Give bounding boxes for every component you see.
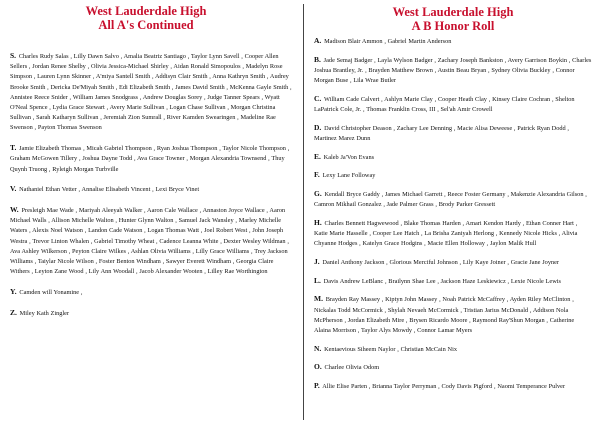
name-group-right bbox=[314, 55, 592, 87]
group-letter: Y. bbox=[10, 286, 17, 296]
group-names: Miley Kath Zingler bbox=[19, 309, 70, 317]
name-group-right bbox=[314, 170, 592, 181]
group-names: Camden will Yonamine , bbox=[19, 288, 83, 296]
group-names: Kendall Bryce Gaddy , James Michael Garrett , Reece Foster Germany , Makenzie Alexandria Gilson , Camron Mikhail Gonzalez , Jade Palmer Grass , Brody Parker Gressett bbox=[314, 191, 587, 209]
left-school-title: West Lauderdale High bbox=[85, 4, 207, 18]
name-group-right bbox=[314, 362, 592, 373]
group-letter: E. bbox=[314, 151, 321, 161]
name-group-right bbox=[314, 344, 592, 355]
left-header bbox=[10, 4, 292, 32]
group-names: Daniel Anthony Jackson , Glorious Merciful Johnson , Lily Kaye Joiner , Gracie Jane Joyner bbox=[322, 259, 560, 267]
group-names: Kaleb Ja'Von Evans bbox=[323, 153, 375, 161]
right-sections bbox=[314, 36, 592, 392]
group-letter: O. bbox=[314, 362, 322, 372]
name-group-right bbox=[314, 189, 592, 210]
group-letter: L. bbox=[314, 275, 321, 285]
group-letter: W. bbox=[10, 204, 19, 214]
group-letter: G. bbox=[314, 189, 322, 199]
group-names: Charles Bennett Hagwewood , Blake Thomas Harden , Amari Kendon Hardy , Ethan Conner Hart , Katie Marie Hasselle , Cooper Lee Hatch , La Brisha Zaniyah Herlong , Kennedy Nicole Hicks , Alivia Chyanne Hodges , Katelyn Grace Hodgins , Macie Ellen Holloway , Jaylon Malik Hull bbox=[314, 219, 578, 248]
group-letter: H. bbox=[314, 217, 322, 227]
name-group-left bbox=[10, 184, 292, 195]
group-names: Kentaevious Siheem Naylor , Christian McCain Nix bbox=[324, 345, 457, 353]
name-group-right bbox=[314, 218, 592, 250]
name-group-right bbox=[314, 36, 592, 47]
name-group-left bbox=[10, 287, 292, 298]
group-names: Presleigh Mae Wade , Mariyah Aleeyah Walker , Aaron Cale Wallace , Annaston Joyce Wallace , Aaron Michael Walls , Allison Michelle Walton , Hunter Glynn Walton , Samuel Jack Wansley , Marley Michelle Waters , Alexis Noel Watson , Landon Cade Watson , Logan Thomas Watt , Joel Robert West , John Joseph Westra , Trevor Linton Whalen , Gabriel Timothy Wheat , Cadence Leanna White , Dexter Wesley Wildman , Ava Ashley Wilkerson , Peyton Claire Wilkes , Ashlan Olivia Williams , Lilly Grace Williams , Trey Jackson Williams , Taiylar Nicole Wilson , Foster Benton Windham , Sawyer Everett Windham , Georgia Claire Withers , Leyton Zane Wood , Lily Ann Woodall , Jacob Alexander Wooten , Lilley Rae Worthington bbox=[10, 206, 289, 276]
group-names: David Christopher Deason , Zachary Lee Denning , Macie Alisa Deweese , Patrick Ryan Dodd , Martinez Marez Dunn bbox=[314, 124, 570, 142]
group-letter: S. bbox=[10, 51, 17, 60]
group-letter: B. bbox=[314, 54, 321, 64]
name-group-right bbox=[314, 257, 592, 268]
group-letter: J. bbox=[314, 257, 320, 267]
group-names: Charlee Olivia Odom bbox=[324, 364, 380, 372]
group-letter: C. bbox=[314, 93, 322, 103]
group-letter: D. bbox=[314, 122, 322, 132]
right-list-title: A B Honor Roll bbox=[411, 19, 495, 33]
name-group-right bbox=[314, 294, 592, 336]
group-names: Madison Blair Ammon , Gabriel Martin Anderson bbox=[324, 38, 452, 45]
group-letter: Z. bbox=[10, 307, 17, 317]
group-names: William Cade Calvert , Ashlyn Marie Clay , Cooper Heath Clay , Kinsey Claire Cochran , Shelton LaPatrick Cole, Jr. , Thomas Franklin Cross, III , Sel'ah Amir Crowell bbox=[314, 95, 575, 114]
group-names: Davis Andrew LeBlanc , Brailynn Shae Lee , Jackson Haze Leskiewicz , Lexie Nicole Lewis bbox=[323, 277, 561, 285]
group-letter: V. bbox=[10, 184, 17, 194]
name-group-left bbox=[10, 51, 292, 134]
group-letter: A. bbox=[314, 36, 322, 45]
group-names: Allie Elise Parten , Brianna Taylor Perryman , Cody Davis Pigford , Naomi Temperance Pulver bbox=[322, 383, 566, 391]
right-school-title: West Lauderdale High bbox=[392, 5, 514, 19]
group-letter: T. bbox=[10, 143, 17, 153]
group-names: Nathaniel Ethan Vetter , Annalise Elisabeth Vincent , Lexi Bryce Vinet bbox=[19, 186, 200, 194]
column-divider bbox=[303, 4, 304, 420]
left-sections bbox=[10, 51, 292, 319]
group-letter: P. bbox=[314, 381, 320, 391]
group-names: Lexy Lane Followay bbox=[322, 172, 376, 180]
name-group-right bbox=[314, 152, 592, 163]
right-header bbox=[314, 5, 592, 33]
left-list-title: All A's Continued bbox=[98, 18, 194, 32]
name-group-right bbox=[314, 123, 592, 144]
group-names: Jamie Elizabeth Thomas , Micah Gabriel Thompson , Ryan Joshua Thompson , Taylor Nicole Thompson , Graham McGowen Tillery , Joshua Dayne Todd , Ava Grace Towner , Morgan Alexandria Townsend , Thuy Quynh Truong , Ryleigh Morgan Turbville bbox=[10, 145, 290, 173]
group-letter: M. bbox=[314, 294, 323, 304]
ab-honor-roll-column bbox=[300, 0, 600, 424]
group-names: Jade Semaj Badger , Layla Wylson Badger , Zachary Joseph Bankston , Avery Garrison Boykin , Charles Joshua Brantley, Jr. , Brayden Matthew Brown , Austin Beau Bryan , Sydney Olivia Buckley , Connor Morgan Buse , Lila Wrae Butler bbox=[314, 56, 592, 85]
group-names: Charles Rudy Salas , Lilly Dawn Salvo , Amalia Beatriz Santiago , Taylor Lynn Savell , Cooper Allen Sellers , Jordan Renee Shelby , Olivia Jessica-Michael Shirley , Aidan Ronald Simopoulos , Madelyn Rose Simpson , Lauren Lynn Skinner , A'miya Santell Smith , Addisyn Clair Smith , Anna Kathryn Smith , Audrey Brooke Smith , Dericka De'Miyah Smith , Edi Elizabeth Smith , James David Smith , McKenna Gayle Smith , Annistee Reece Snider , William James Snodgrass , Andrew Douglas Sorey , Judge Tanner Spears , Wyatt O'Neal Spence , Lydia Grace Stewart , Avery Marie Sullivan , Logan Chase Sullivan , Morgan Christina Sullivan , Sarah Katharyn Sullivan , Jeremiah Zion Sumrall , River Kamden Swearingen , Madeline Rae Swenson , Payton Thomas Swenson bbox=[10, 53, 292, 132]
name-group-left bbox=[10, 308, 292, 319]
name-group-right bbox=[314, 94, 592, 115]
name-group-left bbox=[10, 143, 292, 175]
group-letter: N. bbox=[314, 343, 322, 353]
name-group-right bbox=[314, 381, 592, 392]
name-group-right bbox=[314, 276, 592, 287]
group-letter: F. bbox=[314, 170, 320, 180]
group-names: Brayden Ray Massey , Kiptyn John Massey , Noah Patrick McCaffrey , Ayden Riley McClinton , Nickalas Todd McCormick , Shylah Nevaeh McCormick , Tristian Jarius McDonald , Addison Nola McPherson , Jordan Elizabeth Mire , Brysen Ricardo Moore , Raymond Ray'Shun Morgan , Catherine Alaina Morrison , Taylor Alys Mowdy , Connor Lamar Myers bbox=[314, 296, 575, 335]
name-group-left bbox=[10, 205, 292, 277]
